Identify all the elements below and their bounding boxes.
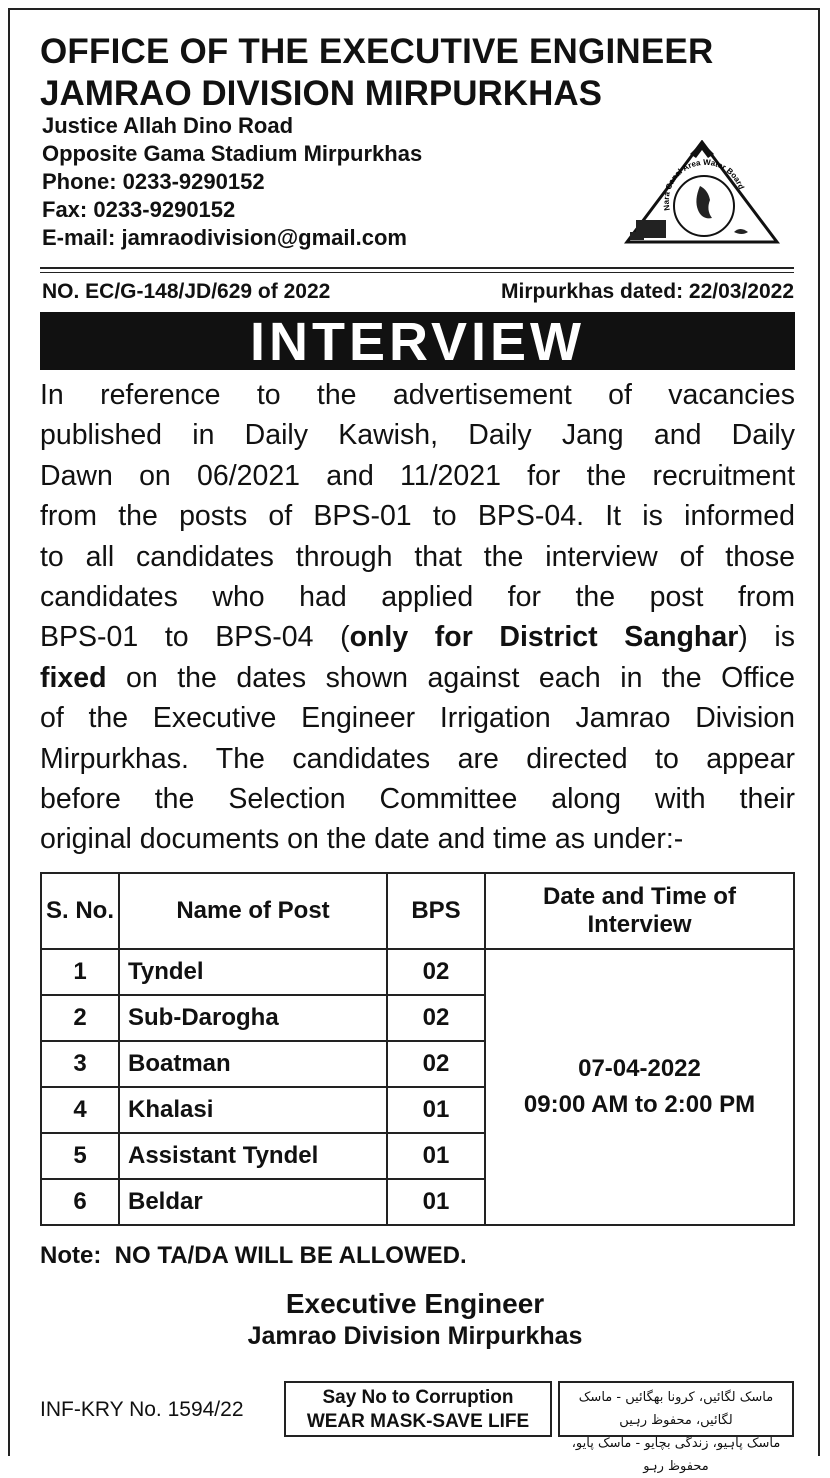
logo-text: Nara Canal Area Water Board	[661, 157, 746, 212]
row-post-name: Khalasi	[119, 1087, 387, 1133]
notice-body	[40, 375, 795, 860]
header-divider	[40, 267, 794, 269]
corruption-slogan-box	[284, 1381, 552, 1437]
row-post-name: Boatman	[119, 1041, 387, 1087]
row-sno: 4	[41, 1087, 119, 1133]
reference-number: NO. EC/G-148/JD/629 of 2022	[42, 280, 331, 303]
body-line: Dawn on 06/2021 and 11/2021 for the recruitment	[40, 459, 795, 492]
row-sno: 5	[41, 1133, 119, 1179]
urdu-slogan-box	[558, 1381, 794, 1474]
header-sno: S. No.	[41, 873, 119, 949]
inf-number: INF-KRY No. 1594/22	[40, 1398, 244, 1421]
signatory-title: Executive Engineer	[285, 1288, 545, 1319]
ta-da-note: Note: NO TA/DA WILL BE ALLOWED.	[40, 1242, 467, 1269]
body-line: In reference to the advertisement of vacancies	[40, 379, 795, 411]
row-post-name: Sub-Darogha	[119, 995, 387, 1041]
fixed-highlight: fixed	[40, 661, 107, 694]
body-text-segment: BPS-01 to BPS-04 (	[40, 621, 350, 654]
row-bps: 02	[387, 995, 485, 1041]
row-bps: 02	[387, 949, 485, 995]
row-post-name: Assistant Tyndel	[119, 1133, 387, 1179]
body-line-district	[40, 617, 795, 657]
body-line: from the posts of BPS-01 to BPS-04. It is informed	[40, 500, 795, 533]
interview-time: 09:00 AM to 2:00 PM	[523, 1091, 756, 1118]
interview-date: 07-04-2022	[578, 1055, 701, 1082]
body-text-segment: on the dates shown against each in the Office	[106, 661, 795, 694]
row-bps: 02	[387, 1041, 485, 1087]
header-date: Date and Time of Interview	[485, 873, 794, 949]
body-line: candidates who had applied for the post from	[40, 581, 795, 614]
header-name: Name of Post	[119, 873, 387, 949]
body-line-fixed	[40, 658, 795, 698]
row-sno: 3	[41, 1041, 119, 1087]
body-line: Mirpurkhas. The candidates are directed to appear	[40, 742, 795, 775]
row-sno: 1	[41, 949, 119, 995]
row-bps: 01	[387, 1133, 485, 1179]
table-header-row	[41, 873, 794, 949]
mask-slogan: WEAR MASK-SAVE LIFE	[306, 1411, 530, 1432]
address-road: Justice Allah Dino Road	[42, 113, 294, 138]
body-line: published in Daily Kawish, Daily Jang and Daily	[40, 419, 795, 452]
row-post-name: Tyndel	[119, 949, 387, 995]
district-highlight: only for District Sanghar	[349, 621, 739, 654]
table-row	[41, 949, 794, 995]
body-line: of the Executive Engineer Irrigation Jamrao Division	[40, 702, 795, 735]
row-sno: 6	[41, 1179, 119, 1225]
dated-line: Mirpurkhas dated: 22/03/2022	[501, 280, 794, 303]
office-title: OFFICE OF THE EXECUTIVE ENGINEER	[40, 32, 714, 71]
interview-banner: INTERVIEW	[40, 312, 795, 370]
body-line: before the Selection Committee along with their	[40, 783, 795, 816]
row-bps: 01	[387, 1179, 485, 1225]
email-address: E-mail: jamraodivision@gmail.com	[42, 225, 407, 250]
interview-date-time	[485, 949, 794, 1225]
body-line: to all candidates through that the interview of those	[40, 540, 795, 573]
division-title: JAMRAO DIVISION MIRPURKHAS	[40, 74, 602, 113]
sindhi-slogan-line: ماسک پاہیو، زندگی بچایو - ماسک پایو، محفوظ رہو	[571, 1436, 781, 1474]
address-opposite: Opposite Gama Stadium Mirpurkhas	[42, 141, 423, 166]
row-sno: 2	[41, 995, 119, 1041]
signatory-office: Jamrao Division Mirpurkhas	[247, 1322, 583, 1350]
header-divider-thin	[40, 272, 794, 273]
row-post-name: Beldar	[119, 1179, 387, 1225]
body-line: original documents on the date and time as under:-	[40, 823, 684, 856]
corruption-slogan: Say No to Corruption	[322, 1387, 514, 1408]
interview-schedule-table	[40, 872, 795, 1226]
water-board-logo-icon	[622, 140, 782, 245]
urdu-slogan-line: ماسک لگائیں، کرونا بھگائیں - ماسک لگائیں، محفوظ رہیں	[578, 1390, 774, 1428]
row-bps: 01	[387, 1087, 485, 1133]
header-bps: BPS	[387, 873, 485, 949]
address-block	[42, 112, 422, 252]
body-text-segment: ) is	[738, 621, 795, 654]
fax-number: Fax: 0233-9290152	[42, 197, 236, 222]
phone-number: Phone: 0233-9290152	[42, 169, 265, 194]
